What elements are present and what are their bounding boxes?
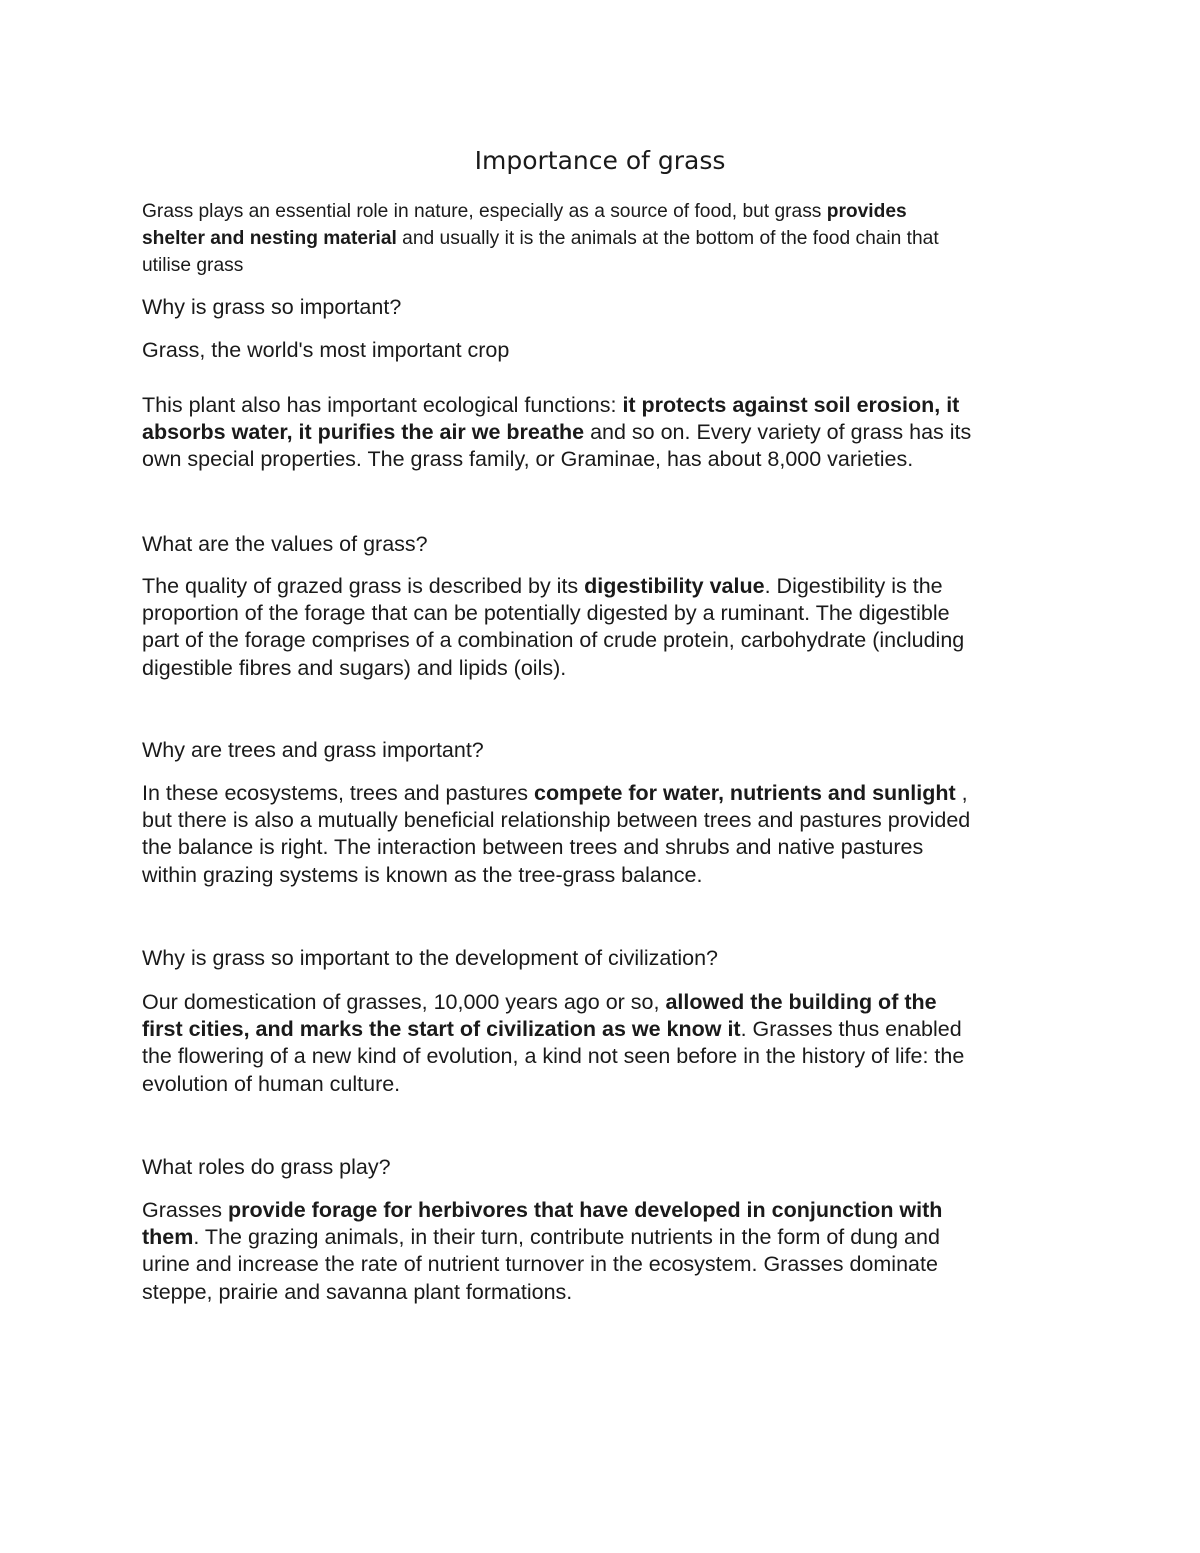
text-line (142, 573, 1062, 600)
text-run: the flowering of a new kind of evolution, a kind not seen before in the history of life: the (142, 1044, 965, 1069)
answer-worlds-most-important-crop: Grass, the world's most important crop (142, 338, 510, 362)
text-run: and usually it is the animals at the bottom of the food chain that (396, 228, 939, 249)
bold-text-run: provides (826, 201, 907, 222)
question-roles-of-grass: What roles do grass play? (142, 1155, 391, 1179)
text-run: evolution of human culture. (142, 1071, 401, 1096)
intro-paragraph (142, 198, 1062, 279)
text-run: Grass plays an essential role in nature, especially as a source of food, but grass (142, 201, 827, 222)
text-run: . Grasses thus enabled (740, 1017, 962, 1042)
paragraph-tree-grass-balance (142, 780, 1062, 889)
bold-text-run: allowed the building of the (665, 990, 937, 1014)
bold-text-run: it protects against soil erosion, it (622, 393, 960, 417)
text-run: part of the forage comprises of a combination of crude protein, carbohydrate (including (142, 628, 965, 653)
text-line (142, 446, 1062, 473)
question-trees-and-grass: Why are trees and grass important? (142, 738, 484, 762)
text-line (142, 834, 1062, 861)
text-run: within grazing systems is known as the tree-grass balance. (142, 862, 703, 887)
bold-text-run: first cities, and marks the start of civilization as we know it (142, 1017, 741, 1042)
text-run: The quality of grazed grass is described by its (142, 574, 585, 598)
text-line (142, 862, 1062, 889)
document-title: Importance of grass (474, 146, 726, 175)
text-run: In these ecosystems, trees and pastures (142, 781, 534, 805)
text-line (142, 780, 1062, 807)
paragraph-civilization (142, 989, 1062, 1098)
text-line (142, 1251, 1062, 1278)
question-why-grass-important: Why is grass so important? (142, 295, 402, 319)
text-run: Grasses (142, 1198, 229, 1222)
text-line (142, 655, 1062, 682)
bold-text-run: absorbs water, it purifies the air we breathe (142, 420, 585, 445)
paragraph-forage-for-herbivores (142, 1197, 1062, 1306)
text-line (142, 600, 1062, 627)
text-run: steppe, prairie and savanna plant formations. (142, 1279, 573, 1304)
bold-text-run: shelter and nesting material (142, 228, 397, 249)
text-line (142, 1224, 1062, 1251)
text-run: proportion of the forage that can be potentially digested by a ruminant. The digestible (142, 601, 950, 626)
paragraph-ecological-functions (142, 392, 1062, 474)
text-run: . Digestibility is the (764, 574, 943, 598)
text-line (142, 807, 1062, 834)
bold-text-run: provide forage for herbivores that have developed in conjunction with (228, 1198, 943, 1222)
paragraph-digestibility (142, 573, 1062, 682)
text-run: Our domestication of grasses, 10,000 years ago or so, (142, 990, 666, 1014)
text-run: and so on. Every variety of grass has its (584, 420, 972, 445)
text-line (142, 392, 1062, 419)
bold-text-run: compete for water, nutrients and sunlight (533, 781, 956, 805)
text-line (142, 419, 1062, 446)
text-line (142, 198, 1062, 225)
text-line (142, 1016, 1062, 1043)
bold-text-run: digestibility value (584, 574, 765, 598)
bold-text-run: them (142, 1225, 194, 1250)
text-run: . The grazing animals, in their turn, contribute nutrients in the form of dung and (193, 1225, 940, 1250)
text-line (142, 252, 1062, 279)
text-line (142, 1197, 1062, 1224)
text-run: digestible fibres and sugars) and lipids (oils). (142, 655, 567, 680)
text-run: This plant also has important ecological functions: (142, 393, 623, 417)
text-line (142, 989, 1062, 1016)
question-development-of-civilization: Why is grass so important to the development of civilization? (142, 946, 718, 970)
text-line (142, 1071, 1062, 1098)
text-run: but there is also a mutually beneficial relationship between trees and pastures provided (142, 808, 971, 833)
text-line (142, 627, 1062, 654)
text-run: utilise grass (142, 255, 244, 276)
text-line (142, 1279, 1062, 1306)
text-run: urine and increase the rate of nutrient turnover in the ecosystem. Grasses dominate (142, 1252, 938, 1277)
text-run: , (955, 781, 968, 805)
text-line (142, 1043, 1062, 1070)
text-run: own special properties. The grass family, or Graminae, has about 8,000 varieties. (142, 447, 914, 472)
text-run: the balance is right. The interaction between trees and shrubs and native pastures (142, 835, 924, 860)
text-line (142, 225, 1062, 252)
question-values-of-grass: What are the values of grass? (142, 532, 428, 556)
